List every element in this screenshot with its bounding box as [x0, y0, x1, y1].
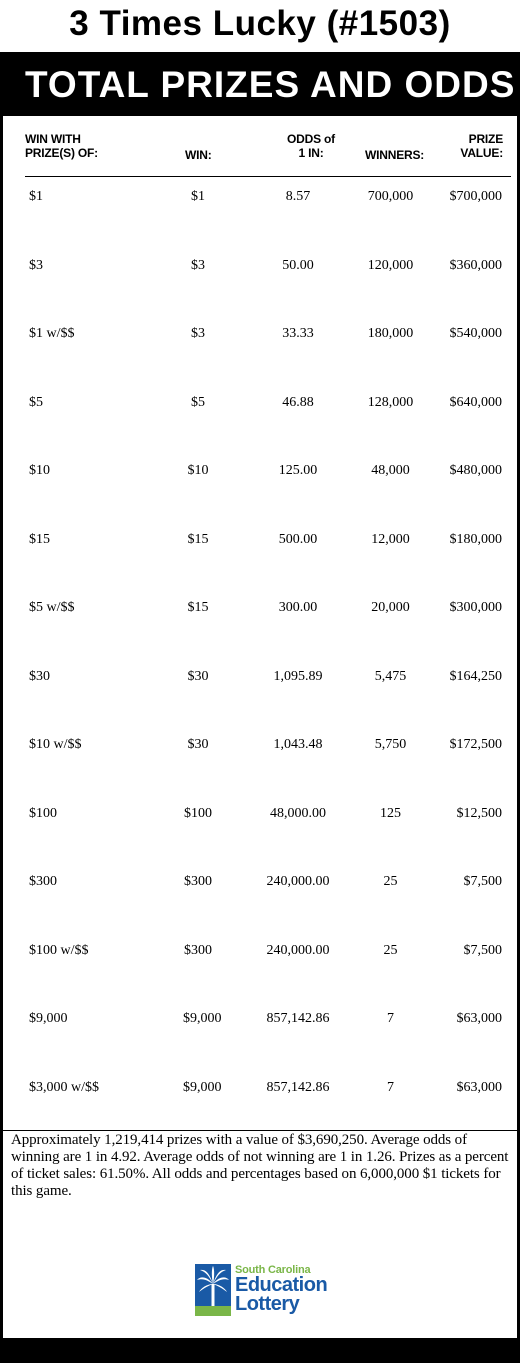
- winners-cell: 7: [387, 1011, 394, 1026]
- win-cell: $3: [191, 257, 205, 273]
- prize-cell: $300: [29, 874, 57, 889]
- prize-value-cell: $7,500: [463, 942, 502, 958]
- prize-cell: $5 w/$$: [29, 600, 75, 615]
- winners-cell: 128,000: [367, 394, 414, 410]
- prize-cell: $15: [29, 531, 50, 547]
- win-cell: $15: [187, 600, 209, 615]
- table-row: [3, 461, 517, 481]
- win-cell: $100: [184, 805, 212, 821]
- table-row: [3, 1078, 517, 1098]
- winners-cell: 5,475: [374, 668, 407, 684]
- prize-cell: $5: [29, 394, 43, 410]
- prize-cell: $1: [29, 189, 43, 204]
- prize-cell: $3: [29, 257, 43, 273]
- odds-cell: 1,043.48: [273, 737, 323, 752]
- odds-cell: 8.57: [285, 189, 311, 204]
- table-row: [3, 598, 517, 618]
- prize-value-cell: $540,000: [449, 326, 502, 341]
- odds-cell: 240,000.00: [266, 942, 330, 958]
- winners-cell: 180,000: [367, 326, 414, 341]
- palmetto-tree-icon: [195, 1264, 231, 1316]
- win-cell: $15: [187, 531, 209, 547]
- prize-odds-sheet: [0, 52, 520, 1363]
- win-cell: $3: [191, 326, 205, 341]
- odds-cell: 500.00: [278, 531, 318, 547]
- odds-summary: Approximately 1,219,414 prizes with a value of $3,690,250. Average odds of winning are 1 in 4.92. Average odds of not winning are 1 in 1.26. Prizes as a percent of ticket sales: 61.50%. All odds and percentages based on 6,000,000 $1 tickets for this game.: [11, 1132, 509, 1199]
- winners-cell: 120,000: [367, 257, 414, 273]
- winners-cell: 25: [383, 874, 398, 889]
- odds-cell: 1,095.89: [273, 668, 323, 684]
- win-cell: $10: [187, 463, 209, 478]
- odds-cell: 300.00: [278, 600, 318, 615]
- odds-cell: 857,142.86: [266, 1079, 330, 1095]
- winners-cell: 25: [383, 942, 398, 958]
- win-cell: $30: [187, 668, 209, 684]
- prize-value-cell: $360,000: [449, 257, 502, 273]
- winners-cell: 48,000: [371, 463, 410, 478]
- game-title: 3 Times Lucky (#1503): [69, 4, 451, 43]
- header-odds: ODDS of 1 IN:: [287, 132, 335, 160]
- bottom-bar: [3, 1338, 517, 1363]
- prize-value-cell: $700,000: [449, 189, 502, 204]
- prize-value-cell: $180,000: [449, 531, 502, 547]
- table-row: [3, 872, 517, 892]
- table-row: [3, 1009, 517, 1029]
- prize-cell: $10: [29, 463, 50, 478]
- win-cell: $30: [187, 737, 209, 752]
- winners-cell: 12,000: [371, 531, 410, 547]
- prize-value-cell: $63,000: [456, 1011, 502, 1026]
- summary-divider: [3, 1130, 517, 1131]
- header-winners: WINNERS:: [365, 148, 425, 162]
- sc-education-lottery-logo: [195, 1264, 355, 1322]
- prize-cell: $1 w/$$: [29, 326, 75, 341]
- header-win: WIN:: [185, 148, 212, 162]
- odds-cell: 125.00: [278, 463, 318, 478]
- odds-cell: 857,142.86: [266, 1011, 330, 1026]
- prize-value-cell: $172,500: [449, 737, 502, 752]
- odds-cell: 240,000.00: [266, 874, 330, 889]
- prize-value-cell: $480,000: [449, 463, 502, 478]
- table-row: [3, 256, 517, 276]
- win-cell: $9,000: [183, 1011, 222, 1026]
- winners-cell: 5,750: [374, 737, 407, 752]
- section-banner: TOTAL PRIZES AND ODDS: [3, 52, 517, 116]
- win-cell: $5: [191, 394, 205, 410]
- prize-value-cell: $63,000: [456, 1079, 502, 1095]
- logo-lottery-text: Lottery: [235, 1293, 300, 1315]
- prize-cell: $100: [29, 805, 57, 821]
- prize-value-cell: $12,500: [456, 805, 502, 821]
- odds-cell: 48,000.00: [270, 805, 326, 821]
- prize-cell: $10 w/$$: [29, 737, 82, 752]
- header-divider: [25, 176, 511, 177]
- odds-cell: 46.88: [282, 394, 314, 410]
- winners-cell: 125: [380, 805, 401, 821]
- header-prize-value: PRIZE VALUE:: [460, 132, 503, 160]
- winners-cell: 20,000: [371, 600, 410, 615]
- table-row: [3, 324, 517, 344]
- table-row: [3, 941, 517, 961]
- prize-cell: $9,000: [29, 1011, 68, 1026]
- table-row: [3, 804, 517, 824]
- winners-cell: 700,000: [367, 189, 414, 204]
- win-cell: $300: [184, 942, 212, 958]
- prize-value-cell: $640,000: [449, 394, 502, 410]
- winners-cell: 7: [387, 1079, 394, 1095]
- win-cell: $1: [191, 189, 205, 204]
- win-cell: $300: [184, 874, 212, 889]
- table-row: [3, 735, 517, 755]
- header-prize: WIN WITH PRIZE(S) OF:: [25, 132, 98, 160]
- table-row: [3, 187, 517, 207]
- prize-value-cell: $300,000: [449, 600, 502, 615]
- prize-value-cell: $7,500: [463, 874, 502, 889]
- logo-education-text: Education: [235, 1274, 328, 1296]
- table-row: [3, 393, 517, 413]
- logo-state-text: South Carolina: [235, 1264, 311, 1276]
- win-cell: $9,000: [183, 1079, 222, 1095]
- odds-cell: 33.33: [282, 326, 314, 341]
- prize-cell: $30: [29, 668, 50, 684]
- table-row: [3, 667, 517, 687]
- table-row: [3, 530, 517, 550]
- prize-cell: $3,000 w/$$: [29, 1079, 99, 1095]
- prize-cell: $100 w/$$: [29, 942, 89, 958]
- prize-value-cell: $164,250: [449, 668, 502, 684]
- odds-cell: 50.00: [282, 257, 314, 273]
